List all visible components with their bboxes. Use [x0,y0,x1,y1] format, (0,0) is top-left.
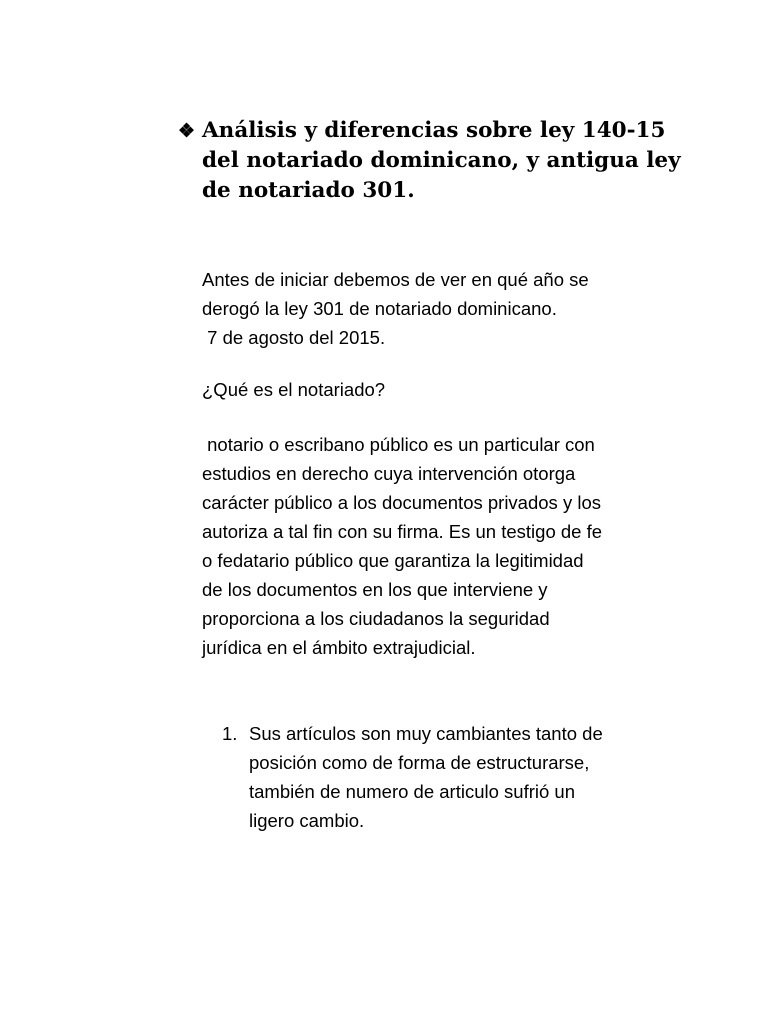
list-item-number: 1. [222,723,238,744]
definition-paragraph [202,430,682,662]
heading-text [202,116,681,206]
intro-date-line: 7 de agosto del 2015. [202,327,386,348]
definition-line: o fedatario público que garantiza la legitimidad [202,550,584,571]
definition-line: de los documentos en los que interviene y [202,579,548,600]
question-line: ¿Qué es el notariado? [202,379,386,400]
definition-line: autoriza a tal fin con su firma. Es un testigo de fe [202,521,603,542]
list-item-text [249,719,662,835]
question-paragraph [202,375,682,404]
heading-line: Análisis y diferencias sobre ley 140-15 [202,118,666,143]
document-heading [178,116,681,206]
list-item-line: también de numero de articulo sufrió un [249,781,575,802]
list-item-line: Sus artículos son muy cambiantes tanto de [249,723,603,744]
list-item-line: ligero cambio. [249,810,365,831]
heading-line: de notariado 301. [202,178,415,203]
definition-line: proporciona a los ciudadanos la seguridad [202,608,550,629]
definition-line: carácter público a los documentos privados y los [202,492,601,513]
definition-line: notario o escribano público es un particular con [202,434,595,455]
list-item-line: posición como de forma de estructurarse, [249,752,590,773]
definition-line: estudios en derecho cuya intervención otorga [202,463,576,484]
heading-line: del notariado dominicano, y antigua ley [202,148,681,173]
numbered-list-item [222,719,662,835]
intro-paragraph [202,265,682,352]
definition-line: jurídica en el ámbito extrajudicial. [202,637,476,658]
diamond-bullet-icon: ❖ [178,120,196,142]
intro-line: derogó la ley 301 de notariado dominicano. [202,298,557,319]
intro-line: Antes de iniciar debemos de ver en qué año se [202,269,589,290]
